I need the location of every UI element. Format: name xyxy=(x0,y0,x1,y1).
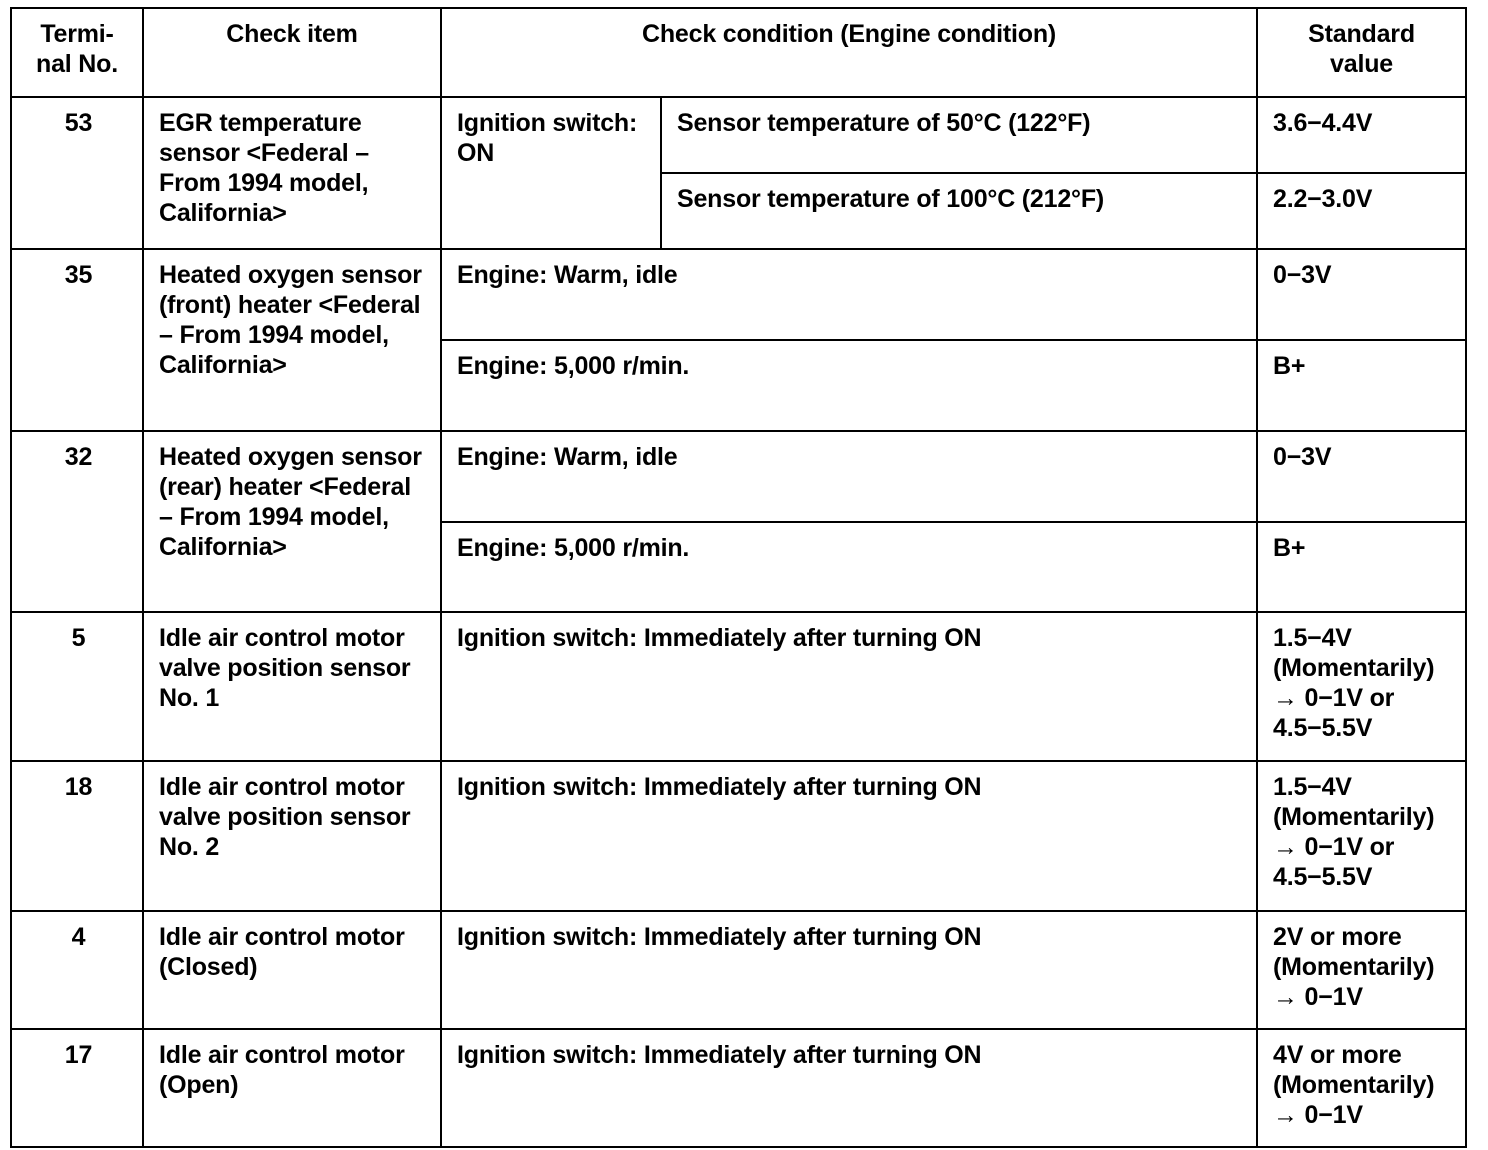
standard-value: B+ xyxy=(1257,522,1466,612)
table-row xyxy=(11,97,1466,173)
check-condition: Ignition switch: Immediately after turning ON xyxy=(441,1029,1257,1147)
check-item: EGR temperature sensor <Federal – From 1994 model, California> xyxy=(143,97,441,249)
standard-value: 0−3V xyxy=(1257,249,1466,340)
header-check-condition: Check condition (Engine condition) xyxy=(441,8,1257,97)
terminal-number: 35 xyxy=(11,249,143,431)
check-condition: Ignition switch: Immediately after turning ON xyxy=(441,911,1257,1029)
terminal-number: 53 xyxy=(11,97,143,249)
standard-value: 2.2−3.0V xyxy=(1257,173,1466,249)
check-condition: Engine: Warm, idle xyxy=(441,431,1257,522)
terminal-number: 32 xyxy=(11,431,143,612)
check-condition: Engine: Warm, idle xyxy=(441,249,1257,340)
table-row xyxy=(11,1029,1466,1147)
check-item: Idle air control motor (Closed) xyxy=(143,911,441,1029)
standard-value: 3.6−4.4V xyxy=(1257,97,1466,173)
terminal-check-table xyxy=(10,7,1467,1148)
terminal-number: 18 xyxy=(11,761,143,911)
terminal-number: 17 xyxy=(11,1029,143,1147)
terminal-number: 4 xyxy=(11,911,143,1029)
check-condition: Sensor temperature of 50°C (122°F) xyxy=(661,97,1257,173)
table-row xyxy=(11,761,1466,911)
table-row xyxy=(11,612,1466,761)
standard-value: 0−3V xyxy=(1257,431,1466,522)
check-condition: Sensor temperature of 100°C (212°F) xyxy=(661,173,1257,249)
condition-group: Ignition switch: ON xyxy=(441,97,661,249)
header-standard-value: Standard value xyxy=(1257,8,1466,97)
terminal-number: 5 xyxy=(11,612,143,761)
header-terminal: Termi- nal No. xyxy=(11,8,143,97)
standard-value: 1.5−4V (Momentarily) → 0−1V or 4.5−5.5V xyxy=(1257,612,1466,761)
table-row xyxy=(11,249,1466,340)
standard-value: 4V or more (Momentarily) → 0−1V xyxy=(1257,1029,1466,1147)
standard-value: B+ xyxy=(1257,340,1466,431)
header-row xyxy=(11,8,1466,97)
check-condition: Engine: 5,000 r/min. xyxy=(441,340,1257,431)
check-item: Idle air control motor valve position sensor No. 1 xyxy=(143,612,441,761)
standard-value: 2V or more (Momentarily) → 0−1V xyxy=(1257,911,1466,1029)
table-row xyxy=(11,431,1466,522)
standard-value: 1.5−4V (Momentarily) → 0−1V or 4.5−5.5V xyxy=(1257,761,1466,911)
check-condition: Ignition switch: Immediately after turning ON xyxy=(441,761,1257,911)
check-condition: Engine: 5,000 r/min. xyxy=(441,522,1257,612)
check-item: Idle air control motor (Open) xyxy=(143,1029,441,1147)
spec-table-wrapper xyxy=(10,7,1467,1148)
table-row xyxy=(11,911,1466,1029)
check-item: Idle air control motor valve position sensor No. 2 xyxy=(143,761,441,911)
check-item: Heated oxygen sensor (rear) heater <Federal – From 1994 model, California> xyxy=(143,431,441,612)
check-item: Heated oxygen sensor (front) heater <Federal – From 1994 model, California> xyxy=(143,249,441,431)
check-condition: Ignition switch: Immediately after turning ON xyxy=(441,612,1257,761)
header-check-item: Check item xyxy=(143,8,441,97)
